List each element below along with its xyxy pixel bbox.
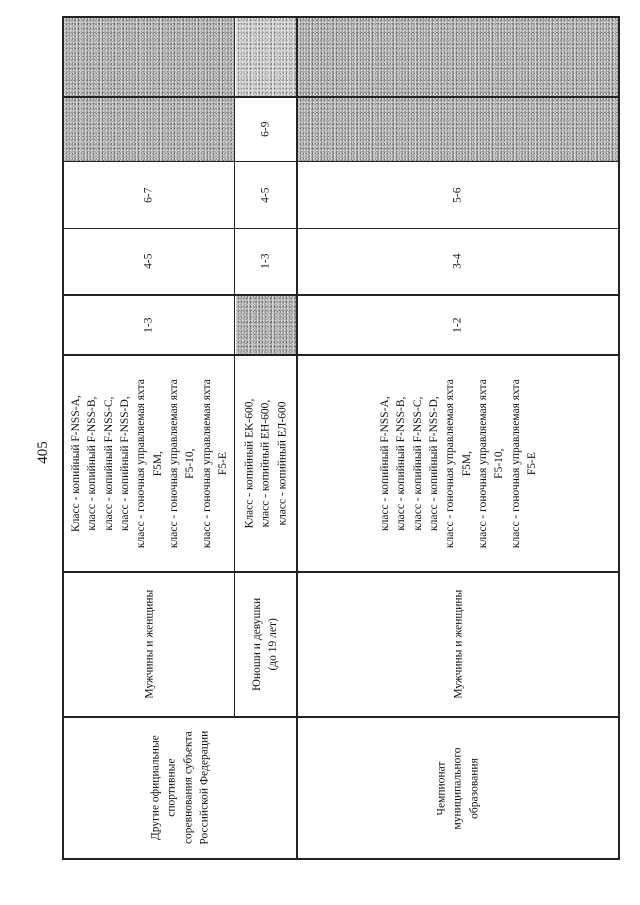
class-list: Класс - копийный EK-600, класс - копийный EH-600, класс - копийный ЕЛ-600 <box>243 398 288 529</box>
shaded-cell-row3-col5 <box>298 18 618 96</box>
classes-cell <box>235 356 296 571</box>
place-cell: 3-4 <box>451 253 464 270</box>
event-cell <box>64 718 296 858</box>
shaded-cell-row1-col5 <box>64 18 234 96</box>
class-list: Класс - копийный F-NSS-A, класс - копийный F-NSS-B, класс - копийный F-NSS-C, класс - копийный F-NSS-D, класс - гоночная управляемая яхта F5M, класс - гоночная управляемая яхта F5-10, класс - гоночная управляемая яхта F5-E <box>69 379 229 548</box>
age-group: Юноши и девушки (до 19 лет) <box>251 598 280 691</box>
age-group-cell <box>298 573 618 716</box>
shaded-cell-row2-col1 <box>236 296 296 354</box>
event-name: Чемпионат муниципального образования <box>435 746 481 830</box>
age-group: Мужчины и женщины <box>451 590 464 699</box>
competition-table <box>62 16 620 860</box>
age-group-cell <box>64 573 234 716</box>
place-cell: 6-9 <box>259 121 272 138</box>
place-cell: 5-6 <box>451 187 464 203</box>
divider-col-5 <box>64 96 618 98</box>
classes-cell <box>298 356 618 571</box>
class-list: класс - копийный F-NSS-A, класс - копийный F-NSS-B, класс - копийный F-NSS-C, класс - копийный F-NSS-D, класс - гоночная управляемая яхта F5M, класс - гоночная управляемая яхта F5-10, класс - гоночная управляемая яхта F5-E <box>378 379 538 548</box>
place-cell: 1-2 <box>451 317 464 333</box>
event-name: Другие официальные спортивные соревнования субъекта Российской Федерации <box>149 731 211 845</box>
age-group: Мужчины и женщины <box>142 590 155 699</box>
age-group-cell <box>235 573 296 716</box>
page-number: 405 <box>34 440 51 464</box>
shaded-cell-row2-col5 <box>236 18 296 96</box>
event-cell <box>298 718 618 858</box>
shaded-cell-row1-col4 <box>64 98 234 161</box>
place-cell: 4-5 <box>142 253 155 270</box>
place-cell: 6-7 <box>142 187 155 203</box>
place-cell: 4-5 <box>259 187 272 203</box>
place-cell: 1-3 <box>142 317 155 333</box>
classes-cell <box>64 356 234 571</box>
place-cell: 1-3 <box>259 253 272 270</box>
shaded-cell-row3-col4 <box>298 98 618 161</box>
